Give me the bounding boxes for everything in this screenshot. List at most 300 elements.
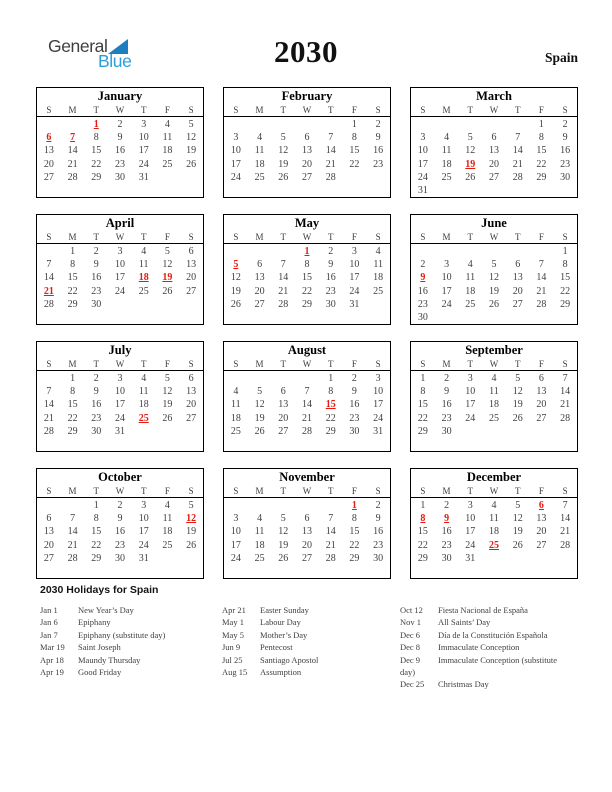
day-cell: 27: [512, 298, 523, 310]
day-cell: 17: [138, 526, 149, 538]
day-cell: 3: [420, 132, 426, 144]
day-cell: [132, 412, 156, 425]
weekday-label: T: [140, 359, 147, 369]
day-cell: 8: [351, 132, 357, 144]
day-cell: 5: [491, 259, 497, 271]
day-cell: 1: [562, 246, 568, 257]
weekday-label: S: [233, 105, 239, 115]
day-cell: 22: [349, 158, 360, 170]
day-cell: 20: [186, 399, 197, 411]
weekday-label: M: [255, 359, 264, 369]
day-cell: 2: [351, 373, 357, 384]
day-cell: 27: [186, 412, 197, 424]
day-cell: 9: [351, 386, 357, 398]
month-calendar: [36, 341, 204, 452]
day-cell: 12: [162, 386, 173, 398]
day-cell: 2: [93, 373, 99, 384]
page-title-year: 2030: [274, 34, 338, 69]
holiday-day-number: 6: [46, 132, 52, 144]
day-cell: 21: [560, 399, 571, 411]
day-cell: 12: [465, 145, 476, 157]
day-cell: 2: [444, 500, 450, 511]
day-cell: 28: [67, 171, 78, 183]
day-cell: [435, 512, 459, 525]
day-cell: [84, 118, 108, 131]
holiday-entry: [400, 641, 572, 653]
weekday-header-row: [224, 104, 390, 117]
holiday-day-number: 9: [444, 513, 450, 525]
weekday-label: T: [327, 486, 334, 496]
day-cell: 2: [328, 246, 334, 257]
day-cell: 15: [560, 272, 571, 284]
weekday-label: M: [255, 232, 264, 242]
day-cell: 16: [349, 399, 360, 411]
month-title: February: [281, 89, 333, 103]
weekday-label: W: [489, 232, 499, 242]
weekday-label: M: [68, 232, 77, 242]
day-cell: 14: [536, 272, 547, 284]
day-cell: 14: [325, 526, 336, 538]
holiday-name: Epiphany (substitute day): [78, 629, 166, 640]
weekday-label: T: [327, 232, 334, 242]
day-cell: 30: [373, 552, 384, 564]
holiday-day-number: 5: [233, 259, 239, 271]
day-cell: 30: [441, 552, 452, 564]
day-cell: 16: [114, 145, 125, 157]
weekday-label: W: [115, 105, 125, 115]
weekday-label: W: [302, 105, 312, 115]
day-cell: 16: [441, 399, 452, 411]
holiday-day-number: 1: [304, 246, 310, 257]
weekday-label: F: [538, 232, 544, 242]
day-cell: 13: [536, 513, 547, 525]
day-cell: 7: [328, 513, 334, 525]
holiday-entry: [400, 654, 572, 679]
day-cell: 20: [254, 285, 265, 297]
month-calendar: [223, 214, 391, 325]
day-cell: [179, 512, 203, 525]
day-cell: 7: [515, 132, 521, 144]
day-cell: 28: [512, 171, 523, 183]
holiday-entry: [222, 641, 400, 653]
day-cell: 18: [488, 399, 499, 411]
day-cell: 28: [43, 425, 54, 437]
weekday-label: S: [375, 232, 381, 242]
day-cell: 28: [560, 539, 571, 551]
empty-day-cell: [458, 245, 482, 258]
month-title: December: [466, 470, 522, 484]
day-cell: 19: [278, 539, 289, 551]
holidays-column: [400, 604, 572, 691]
holiday-entry: [40, 654, 222, 666]
empty-day-cell: [506, 118, 530, 131]
weekday-label: W: [115, 359, 125, 369]
month-dates-grid: [37, 499, 203, 565]
day-cell: 22: [67, 412, 78, 424]
day-cell: 22: [301, 285, 312, 297]
day-cell: 18: [488, 526, 499, 538]
month-dates-grid: [37, 245, 203, 311]
day-cell: 30: [417, 311, 428, 323]
day-cell: 23: [441, 539, 452, 551]
day-cell: [224, 258, 248, 271]
month-calendar: [36, 468, 204, 579]
day-cell: 28: [67, 552, 78, 564]
logo-text-general: General: [48, 36, 108, 56]
day-cell: 4: [233, 386, 239, 398]
day-cell: 14: [512, 145, 523, 157]
weekday-label: T: [280, 105, 287, 115]
empty-day-cell: [248, 499, 272, 512]
weekday-header-row: [224, 231, 390, 244]
weekday-label: T: [514, 359, 521, 369]
day-cell: 29: [91, 552, 102, 564]
day-cell: 13: [43, 526, 54, 538]
weekday-label: F: [538, 486, 544, 496]
weekday-label: T: [514, 486, 521, 496]
day-cell: 11: [138, 386, 149, 398]
day-cell: 2: [420, 259, 426, 271]
day-cell: 31: [138, 171, 149, 183]
month-dates-grid: [224, 245, 390, 311]
day-cell: 15: [67, 272, 78, 284]
day-cell: 5: [280, 132, 286, 144]
day-cell: 15: [67, 399, 78, 411]
weekday-label: W: [489, 486, 499, 496]
holiday-name: Epiphany: [78, 617, 111, 628]
day-cell: 2: [444, 373, 450, 384]
day-cell: 17: [114, 272, 125, 284]
day-cell: 8: [70, 259, 76, 271]
day-cell: [61, 131, 85, 144]
day-cell: 23: [325, 285, 336, 297]
holiday-name: Good Friday: [78, 667, 122, 678]
weekday-label: T: [140, 486, 147, 496]
day-cell: 29: [560, 298, 571, 310]
month-dates-grid: [224, 372, 390, 438]
holiday-name: Maundy Thursday: [78, 654, 141, 665]
day-cell: 1: [538, 119, 544, 130]
month-dates-grid: [224, 118, 390, 184]
month-dates-grid: [411, 499, 577, 565]
day-cell: 7: [46, 259, 52, 271]
day-cell: 2: [117, 119, 123, 130]
holiday-date: Apr 21: [222, 605, 246, 615]
day-cell: 30: [349, 425, 360, 437]
day-cell: 21: [512, 158, 523, 170]
day-cell: 22: [349, 539, 360, 551]
month-title: October: [98, 470, 142, 484]
empty-day-cell: [271, 245, 295, 258]
day-cell: 26: [230, 298, 241, 310]
holiday-date: Aug 15: [222, 667, 248, 678]
day-cell: 15: [417, 399, 428, 411]
day-cell: 13: [488, 145, 499, 157]
day-cell: 2: [562, 119, 568, 130]
day-cell: 9: [93, 386, 99, 398]
weekday-label: S: [188, 232, 194, 242]
holiday-day-number: 9: [420, 272, 426, 284]
day-cell: 23: [441, 412, 452, 424]
holiday-entry: [222, 629, 400, 641]
empty-day-cell: [248, 245, 272, 258]
day-cell: 15: [536, 145, 547, 157]
weekday-label: S: [233, 232, 239, 242]
empty-day-cell: [271, 499, 295, 512]
month-calendar: [410, 87, 578, 198]
month-title: May: [294, 216, 320, 230]
weekday-label: S: [562, 105, 568, 115]
day-cell: [530, 499, 554, 512]
day-cell: 19: [162, 399, 173, 411]
day-cell: 23: [373, 158, 384, 170]
weekday-label: F: [351, 359, 357, 369]
month-calendar: [223, 341, 391, 452]
day-cell: 11: [231, 399, 241, 411]
day-cell: 20: [43, 158, 54, 170]
empty-day-cell: [319, 499, 343, 512]
day-cell: [156, 271, 180, 284]
month-title: July: [108, 343, 132, 357]
calendar-grid: [36, 87, 578, 579]
day-cell: 18: [162, 145, 173, 157]
empty-day-cell: [411, 118, 435, 131]
day-cell: 25: [488, 412, 499, 424]
day-cell: 25: [138, 285, 149, 297]
day-cell: 11: [162, 513, 173, 525]
weekday-label: M: [442, 232, 451, 242]
holiday-day-number: 15: [325, 399, 336, 411]
day-cell: 13: [512, 272, 523, 284]
day-cell: 8: [93, 132, 99, 144]
weekday-label: T: [93, 232, 100, 242]
weekday-label: S: [562, 359, 568, 369]
day-cell: 28: [536, 298, 547, 310]
day-cell: 19: [186, 145, 197, 157]
holiday-entry: [400, 629, 572, 641]
holiday-date: Jun 9: [222, 642, 241, 653]
day-cell: 19: [278, 158, 289, 170]
day-cell: 26: [488, 298, 499, 310]
day-cell: 25: [230, 425, 241, 437]
day-cell: 23: [114, 539, 125, 551]
day-cell: 1: [93, 500, 99, 511]
weekday-label: S: [188, 105, 194, 115]
day-cell: 23: [560, 158, 571, 170]
day-cell: 24: [465, 412, 476, 424]
weekday-label: S: [375, 486, 381, 496]
weekday-label: W: [489, 105, 499, 115]
day-cell: 29: [325, 425, 336, 437]
day-cell: 3: [117, 373, 123, 384]
day-cell: 22: [91, 539, 102, 551]
day-cell: 17: [230, 158, 241, 170]
day-cell: 16: [114, 526, 125, 538]
holiday-date: May 5: [222, 629, 244, 640]
day-cell: 1: [328, 373, 334, 384]
day-cell: 14: [67, 145, 78, 157]
day-cell: 29: [301, 298, 312, 310]
day-cell: [458, 158, 482, 171]
month-title: March: [476, 89, 512, 103]
day-cell: 20: [536, 399, 547, 411]
day-cell: 15: [301, 272, 312, 284]
holiday-date: Jul 25: [222, 654, 243, 665]
day-cell: 21: [301, 412, 312, 424]
day-cell: 2: [117, 500, 123, 511]
day-cell: 7: [562, 373, 568, 384]
day-cell: 22: [417, 539, 428, 551]
holiday-entry: [400, 616, 572, 628]
weekday-label: S: [46, 105, 52, 115]
day-cell: 12: [278, 526, 289, 538]
holiday-entry: [222, 666, 400, 678]
weekday-label: F: [351, 105, 357, 115]
day-cell: 24: [230, 552, 241, 564]
day-cell: 24: [114, 285, 125, 297]
empty-day-cell: [271, 118, 295, 131]
day-cell: 20: [301, 158, 312, 170]
day-cell: 10: [349, 259, 360, 271]
day-cell: 12: [230, 272, 241, 284]
holiday-name: Saint Joseph: [78, 642, 121, 653]
day-cell: [295, 245, 319, 258]
holiday-day-number: 6: [538, 500, 544, 511]
day-cell: 11: [373, 259, 383, 271]
day-cell: 13: [536, 386, 547, 398]
holiday-entry: [40, 641, 222, 653]
day-cell: 10: [441, 272, 452, 284]
weekday-label: T: [467, 486, 474, 496]
day-cell: 19: [254, 412, 265, 424]
day-cell: [37, 131, 61, 144]
day-cell: 8: [70, 386, 76, 398]
day-cell: 22: [67, 285, 78, 297]
day-cell: 12: [512, 386, 523, 398]
month-title: April: [105, 216, 135, 230]
day-cell: 18: [138, 399, 149, 411]
day-cell: 29: [417, 552, 428, 564]
day-cell: 6: [491, 132, 497, 144]
day-cell: 6: [538, 373, 544, 384]
day-cell: 27: [43, 552, 54, 564]
holiday-date: Mar 19: [40, 642, 65, 653]
day-cell: 21: [67, 158, 78, 170]
weekday-header-row: [411, 485, 577, 498]
day-cell: 13: [186, 259, 197, 271]
day-cell: 30: [91, 298, 102, 310]
day-cell: 31: [465, 552, 476, 564]
weekday-label: M: [442, 359, 451, 369]
day-cell: 3: [444, 259, 450, 271]
day-cell: [132, 271, 156, 284]
day-cell: 20: [488, 158, 499, 170]
empty-day-cell: [435, 245, 459, 258]
day-cell: 5: [467, 132, 473, 144]
day-cell: 20: [512, 285, 523, 297]
day-cell: 8: [538, 132, 544, 144]
day-cell: 12: [278, 145, 289, 157]
day-cell: 10: [230, 145, 241, 157]
day-cell: 10: [465, 513, 476, 525]
day-cell: [319, 398, 343, 411]
holiday-day-number: 8: [420, 513, 426, 525]
day-cell: 3: [141, 500, 147, 511]
day-cell: 7: [562, 500, 568, 511]
holiday-entry: [400, 678, 572, 690]
day-cell: 4: [467, 259, 473, 271]
month-title: January: [97, 89, 143, 103]
day-cell: 20: [301, 539, 312, 551]
empty-day-cell: [295, 118, 319, 131]
day-cell: 1: [420, 500, 426, 511]
day-cell: 21: [560, 526, 571, 538]
country-label: Spain: [544, 50, 578, 65]
day-cell: 25: [254, 171, 265, 183]
day-cell: 26: [186, 539, 197, 551]
day-cell: 21: [536, 285, 547, 297]
day-cell: 5: [164, 373, 170, 384]
day-cell: 21: [67, 539, 78, 551]
day-cell: 26: [186, 158, 197, 170]
month-dates-grid: [224, 499, 390, 565]
empty-day-cell: [248, 118, 272, 131]
day-cell: 31: [417, 184, 428, 196]
weekday-label: M: [68, 486, 77, 496]
weekday-label: S: [46, 486, 52, 496]
day-cell: 26: [512, 539, 523, 551]
weekday-label: S: [188, 359, 194, 369]
empty-day-cell: [224, 372, 248, 385]
empty-day-cell: [458, 118, 482, 131]
day-cell: 16: [417, 285, 428, 297]
day-cell: 6: [188, 246, 194, 257]
day-cell: 4: [257, 132, 263, 144]
empty-day-cell: [506, 245, 530, 258]
day-cell: 11: [254, 145, 265, 157]
weekday-label: M: [255, 486, 264, 496]
holiday-name: Christmas Day: [438, 679, 489, 690]
day-cell: 27: [488, 171, 499, 183]
day-cell: 7: [70, 513, 76, 525]
empty-day-cell: [530, 245, 554, 258]
day-cell: 4: [491, 500, 497, 511]
weekday-header-row: [411, 231, 577, 244]
day-cell: 17: [349, 272, 360, 284]
weekday-header-row: [411, 358, 577, 371]
month-title: June: [481, 216, 507, 230]
day-cell: 27: [301, 552, 312, 564]
day-cell: 18: [254, 158, 265, 170]
day-cell: 2: [375, 119, 381, 130]
weekday-header-row: [37, 358, 203, 371]
month-dates-grid: [37, 372, 203, 438]
holiday-day-number: 19: [162, 272, 173, 284]
holiday-entry: [40, 616, 222, 628]
day-cell: 25: [373, 285, 384, 297]
day-cell: 30: [91, 425, 102, 437]
empty-day-cell: [37, 499, 61, 512]
holiday-entry: [40, 629, 222, 641]
day-cell: 24: [230, 171, 241, 183]
weekday-label: S: [420, 359, 426, 369]
weekday-label: T: [467, 359, 474, 369]
day-cell: 13: [254, 272, 265, 284]
day-cell: 23: [91, 285, 102, 297]
day-cell: 15: [349, 145, 360, 157]
holiday-name: Santiago Apostol: [260, 654, 319, 665]
weekday-label: F: [164, 486, 170, 496]
